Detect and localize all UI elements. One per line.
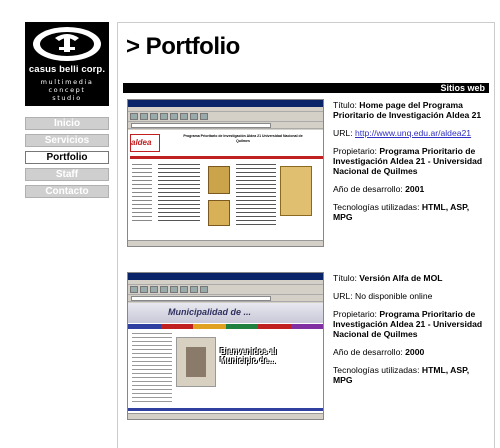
page-title: > Portfolio [126, 33, 240, 60]
brand-name: casus belli corp. [28, 64, 106, 75]
project-title: Home page del Programa Prioritario de Investigación Aldea 21 [333, 100, 482, 120]
browser-address-bar [128, 122, 323, 129]
project-url-link[interactable]: http://www.unq.edu.ar/aldea21 [354, 128, 472, 138]
thumb-viewport [128, 130, 323, 240]
thumb-header-text: Municipalidad de ... [168, 307, 252, 317]
url-label: URL: [333, 291, 353, 301]
title-label: Título: [333, 100, 357, 110]
year-label: Año de desarrollo: [333, 184, 403, 194]
project-owner: Programa Prioritario de Investigación Aldea 21 - Universidad Nacional de Quilmes [333, 146, 483, 176]
nav-item-portfolio[interactable]: Portfolio [25, 151, 109, 164]
tech-label: Tecnologías utilizadas: [333, 202, 420, 212]
nav-item-inicio[interactable]: Inicio [25, 117, 109, 130]
project-year: 2000 [405, 347, 425, 357]
year-label: Año de desarrollo: [333, 347, 403, 357]
brand-tagline-line: multimedia [40, 78, 94, 86]
browser-titlebar [128, 100, 323, 107]
cb-emblem-icon [25, 22, 109, 64]
project-screenshot[interactable] [127, 272, 324, 420]
browser-statusbar [128, 240, 323, 246]
nav-item-servicios[interactable]: Servicios [25, 134, 109, 147]
browser-titlebar [128, 273, 323, 280]
project-tech: HTML, ASP, MPG [333, 365, 470, 385]
main-content [117, 22, 495, 448]
title-label: Título: [333, 273, 357, 283]
brand-logo[interactable] [25, 22, 109, 106]
url-label: URL: [333, 128, 353, 138]
project-details [333, 273, 489, 393]
project-year: 2001 [405, 184, 425, 194]
owner-label: Propietario: [333, 146, 377, 156]
browser-statusbar [128, 413, 323, 419]
tech-label: Tecnologías utilizadas: [333, 365, 420, 375]
project-details [333, 100, 489, 230]
brand-tagline-line: studio [52, 94, 82, 102]
browser-toolbar [128, 112, 323, 122]
main-nav [25, 117, 109, 202]
section-header-label: Sitios web [440, 83, 485, 93]
brand-tagline-line: concept [48, 86, 86, 94]
project-tech: HTML, ASP, MPG [333, 202, 470, 222]
nav-item-contacto[interactable]: Contacto [25, 185, 109, 198]
project-title: Versión Alfa de MOL [359, 273, 443, 283]
project-url-text: No disponible online [354, 291, 433, 301]
thumb-viewport [128, 303, 323, 413]
thumb-header-text: Programa Prioritario de Investigación Aldea 21 Universidad Nacional de Quilmes [183, 134, 303, 143]
project-owner: Programa Prioritario de Investigación Aldea 21 - Universidad Nacional de Quilmes [333, 309, 483, 339]
owner-label: Propietario: [333, 309, 377, 319]
thumb-welcome-text: Bienvenidos al Municipio de... [220, 347, 277, 365]
nav-item-staff[interactable]: Staff [25, 168, 109, 181]
section-header [123, 83, 489, 93]
thumb-logo: aldea [131, 138, 152, 147]
project-screenshot[interactable] [127, 99, 324, 247]
browser-toolbar [128, 285, 323, 295]
browser-address-bar [128, 295, 323, 302]
